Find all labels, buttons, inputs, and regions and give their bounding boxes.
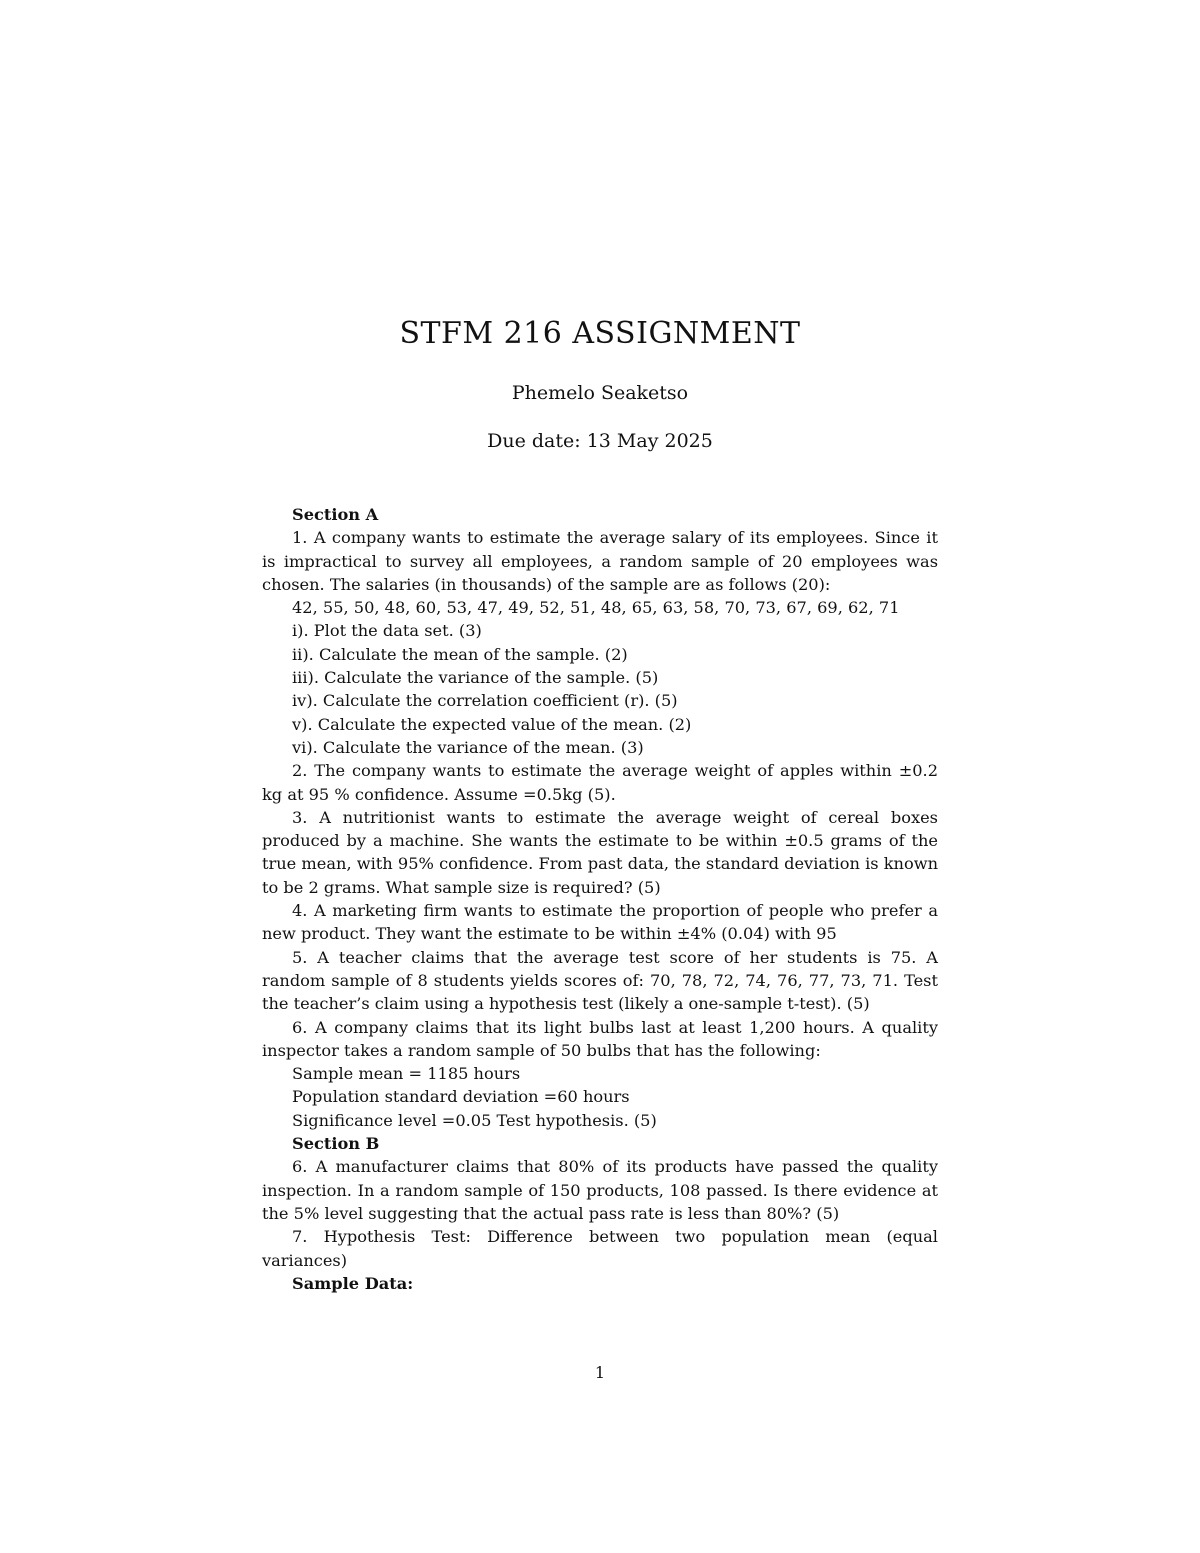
sample-data-heading: Sample Data: (292, 1273, 414, 1293)
document-title: STFM 216 ASSIGNMENT (399, 316, 801, 351)
section-a-heading: Section A (292, 505, 379, 524)
due-date: Due date: 13 May 2025 (487, 430, 713, 452)
question-1-part-ii: ii). Calculate the mean of the sample. (2) (292, 644, 628, 664)
question-1-data: 42, 55, 50, 48, 60, 53, 47, 49, 52, 51, 48, 65, 63, 58, 70, 73, 67, 69, 62, 71 (292, 598, 900, 618)
page-number: 1 (594, 1363, 606, 1382)
section-b-heading: Section B (292, 1134, 380, 1154)
question-6-line-sample-mean: Sample mean = 1185 hours (292, 1064, 521, 1084)
section-b-question-6-text: 6. A manufacturer claims that 80% of its products have passed the quality inspection. In a random sample of 150 products, 108 passed. Is there evidence at the 5% level suggesting that the actual pass rate is less than 80%? (5) (262, 1157, 938, 1223)
question-1-part-v: v). Calculate the expected value of the mean. (2) (292, 714, 692, 734)
question-6-line-significance: Significance level =0.05 Test hypothesis. (5) (292, 1110, 657, 1130)
question-1-part-iii: iii). Calculate the variance of the sample. (5) (292, 668, 659, 688)
question-1-part-iv: iv). Calculate the correlation coefficient (r). (5) (292, 691, 678, 711)
question-1-part-vi: vi). Calculate the variance of the mean. (3) (292, 737, 644, 757)
question-1-part-i: i). Plot the data set. (3) (292, 621, 482, 641)
question-5-text: 5. A teacher claims that the average test score of her students is 75. A random sample of 8 students yields scores of: 70, 78, 72, 74, 76, 77, 73, 71. Test the teacher’s claim using a hypothesis test (likely a one-sample t-test). (5) (262, 947, 938, 1014)
question-6-line-population-sd: Population standard deviation =60 hours (292, 1087, 630, 1107)
section-b-question-7-text: 7. Hypothesis Test: Difference between two population mean (equal variances) (262, 1227, 938, 1270)
question-6-text: 6. A company claims that its light bulbs last at least 1,200 hours. A quality inspector takes a random sample of 50 bulbs that has the following: (262, 1017, 938, 1060)
question-2-text: 2. The company wants to estimate the average weight of apples within ±0.2 kg at 95 % confidence. Assume =0.5kg (5). (262, 761, 938, 804)
question-1-text: 1. A company wants to estimate the average salary of its employees. Since it is impractical to survey all employees, a random sample of 20 employees was chosen. The salaries (in thousands) of the sample are as follows (20): (262, 528, 938, 594)
author-name: Phemelo Seaketso (511, 382, 689, 404)
document-body (262, 503, 938, 1295)
question-3-text: 3. A nutritionist wants to estimate the average weight of cereal boxes produced by a machine. She wants the estimate to be within ±0.5 grams of the true mean, with 95% confidence. From past data, the standard deviation is known to be 2 grams. What sample size is required? (5) (262, 807, 938, 897)
question-4-text: 4. A marketing firm wants to estimate the proportion of people who prefer a new product. They want the estimate to be within ±4% (0.04) with 95 (262, 901, 938, 944)
